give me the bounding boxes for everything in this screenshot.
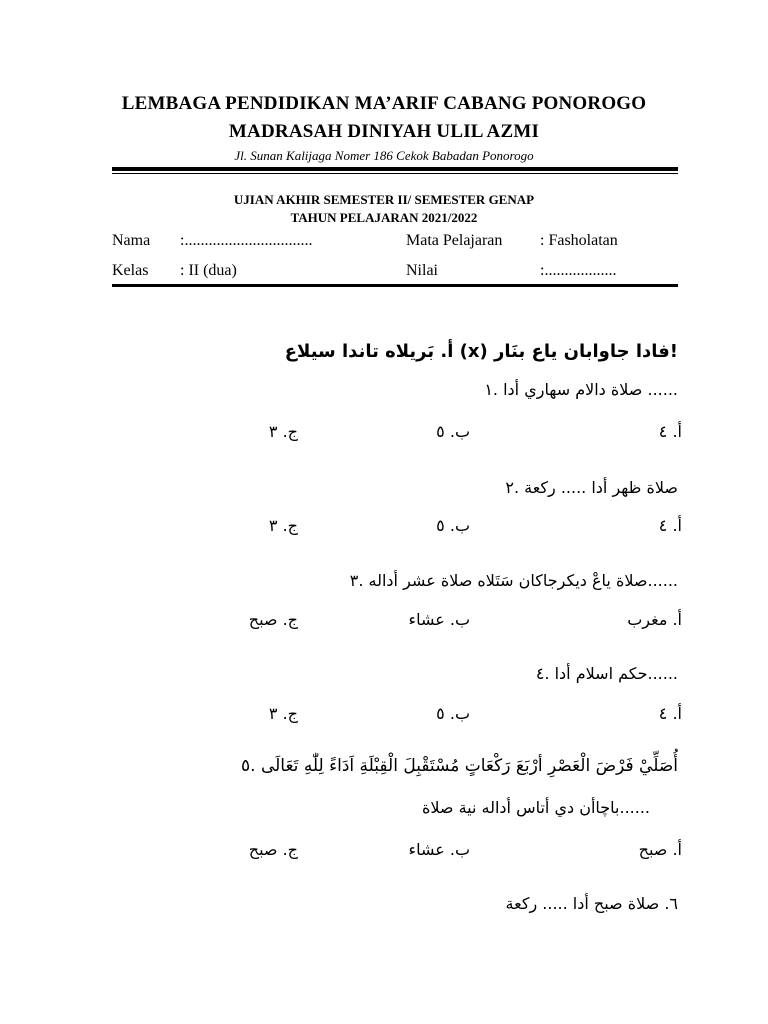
school-address: Jl. Sunan Kalijaga Nomer 186 Cekok Babadan Ponorogo: [234, 148, 534, 163]
instruction: !فادا جاوابان ياع بنَار (x) أ. بَريلاه تاندا سيلاع: [284, 341, 678, 362]
q2-option-c: ج. ٣: [268, 516, 298, 535]
header-divider-thin: [112, 173, 678, 174]
question-4: ......حكم اسلام أدا .٤: [535, 664, 678, 683]
q3-option-a: أ. مغرب: [627, 610, 682, 629]
q5-option-b: ب. عشاء: [408, 840, 470, 859]
q3-option-c: ج. صبح: [248, 610, 298, 629]
nama-label: Nama: [112, 232, 151, 249]
kelas-label: Kelas: [112, 262, 149, 279]
exam-year: TAHUN PELAJARAN 2021/2022: [290, 210, 478, 225]
kelas-value: : II (dua): [180, 262, 237, 279]
q1-option-b: ب. ٥: [436, 422, 470, 441]
nilai-label: Nilai: [406, 262, 438, 279]
institution-title: LEMBAGA PENDIDIKAN MA’ARIF CABANG PONOROGO: [121, 93, 647, 114]
nama-field: :................................: [180, 232, 313, 249]
q5-option-c: ج. صبح: [248, 840, 298, 859]
q4-option-c: ج. ٣: [268, 704, 298, 723]
info-divider: [112, 284, 678, 287]
nilai-field: :..................: [540, 262, 617, 279]
q4-option-a: أ. ٤: [658, 704, 682, 723]
mapel-label: Mata Pelajaran: [406, 232, 503, 249]
question-1: ...... صلاة دالام سهاري أدا .١: [484, 380, 678, 399]
q5-option-a: أ. صبح: [638, 840, 682, 859]
q3-option-b: ب. عشاء: [408, 610, 470, 629]
q2-option-b: ب. ٥: [436, 516, 470, 535]
q4-option-b: ب. ٥: [436, 704, 470, 723]
exam-title: UJIAN AKHIR SEMESTER II/ SEMESTER GENAP: [233, 192, 535, 207]
question-5-prompt: ......باچاأن دي أتاس أداله نية صلاة: [421, 798, 650, 817]
q1-option-c: ج. ٣: [268, 422, 298, 441]
question-2: صلاة ظهر أدا ..... ركعة .٢: [505, 478, 678, 497]
question-6: ٦. صلاة صبح أدا ..... ركعة: [505, 894, 678, 913]
question-5: أُصَلِّيْ فَرْضَ الْعَصْرِ أرْبَعَ رَكْعَاتٍ مُسْتَقْبِلَ الْقِبْلَةِ اَدَاءً لِلّٰهِ تَعَالَى .٥: [241, 756, 678, 776]
q1-option-a: أ. ٤: [658, 422, 682, 441]
q2-option-a: أ. ٤: [658, 516, 682, 535]
header-divider-thick: [112, 167, 678, 171]
mapel-value: : Fasholatan: [540, 232, 618, 249]
school-title: MADRASAH DINIYAH ULIL AZMI: [228, 121, 540, 142]
question-3: ......صلاة ياعْ ديكرجاكان سَتَلاه صلاة عشر أداله .٣: [349, 571, 678, 590]
